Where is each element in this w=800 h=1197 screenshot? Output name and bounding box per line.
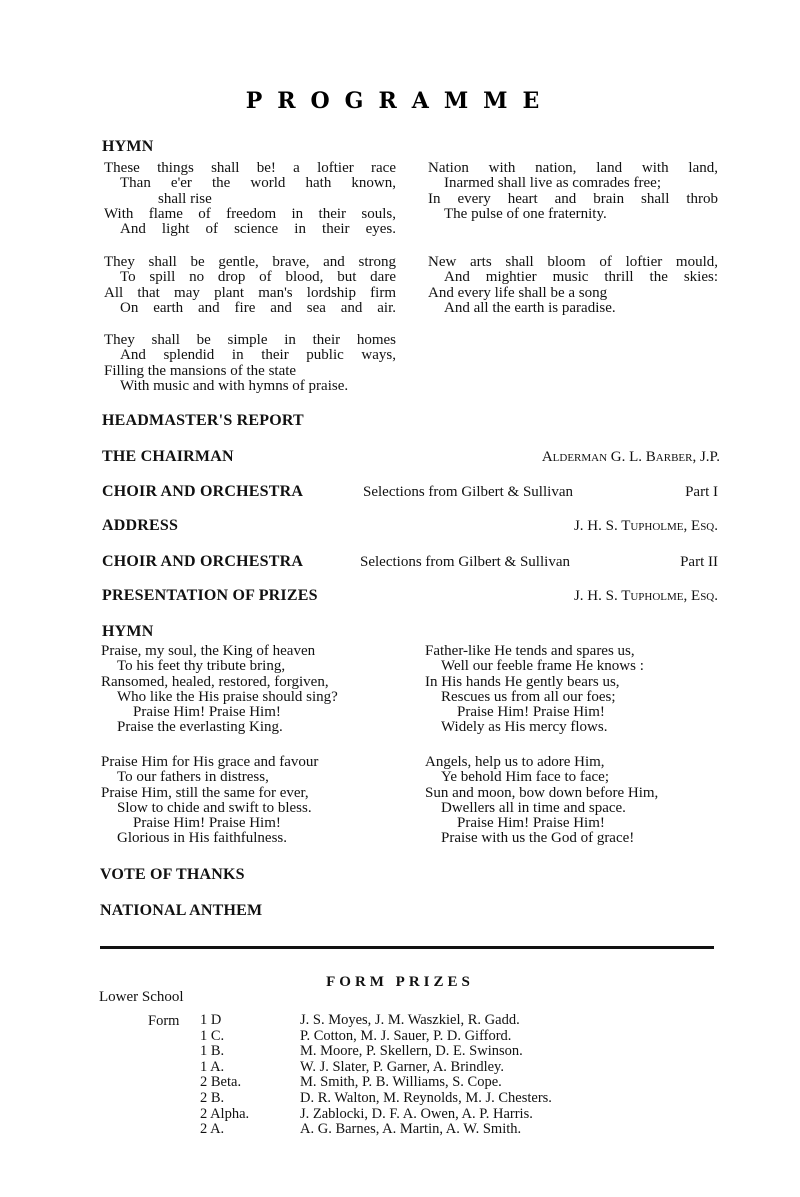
verse-line: Praise with us the God of grace! xyxy=(441,830,635,847)
prize-winners: D. R. Walton, M. Reynolds, M. J. Chesters. xyxy=(300,1089,552,1106)
verse-line: With flame of freedom in their souls, xyxy=(104,205,396,222)
verse-line: shall rise xyxy=(158,190,212,207)
prize-row xyxy=(200,1029,552,1045)
verse-line: Who like the His praise should sing? xyxy=(117,688,338,705)
verse-line: To his feet thy tribute bring, xyxy=(117,658,286,675)
verse-line: Praise Him, still the same for ever, xyxy=(101,784,309,801)
form-class: 1 A. xyxy=(200,1058,225,1075)
verse-line: Praise Him! Praise Him! xyxy=(133,815,281,832)
verse-line: Well our feeble frame He knows : xyxy=(441,658,644,675)
form-class: 2 Beta. xyxy=(200,1074,242,1091)
item-choir-orchestra-1-part: Part I xyxy=(685,484,718,500)
item-vote-of-thanks: VOTE OF THANKS xyxy=(100,866,245,883)
prize-winners: M. Smith, P. B. Williams, S. Cope. xyxy=(300,1074,502,1091)
form-class: 2 A. xyxy=(200,1121,225,1138)
verse-line: Filling the mansions of the state xyxy=(104,362,297,379)
verse-line: New arts shall bloom of loftier mould, xyxy=(428,254,718,270)
verse-line: These things shall be! a loftier race xyxy=(104,160,396,176)
verse-line: To our fathers in distress, xyxy=(117,769,269,786)
verse-line: And every life shall be a song xyxy=(428,284,608,301)
form-class: 1 B. xyxy=(200,1043,225,1060)
hymn2-left-verse-1 xyxy=(101,644,338,736)
divider-rule xyxy=(100,946,714,949)
item-address-person: J. H. S. Tupholme, Esq. xyxy=(573,518,718,534)
prize-row xyxy=(200,1060,552,1076)
hymn2-right-verse-2 xyxy=(425,755,658,847)
item-choir-orchestra-1: CHOIR AND ORCHESTRA xyxy=(102,483,304,500)
hymn1-right-verse-1 xyxy=(428,161,718,222)
form-prizes-heading: FORM PRIZES xyxy=(326,974,474,990)
form-label: Form xyxy=(148,1013,180,1029)
verse-line: To spill no drop of blood, but dare xyxy=(120,269,396,286)
item-choir-orchestra-1-selection: Selections from Gilbert & Sullivan xyxy=(363,484,573,500)
hymn1-right-verse-2 xyxy=(428,255,718,316)
verse-line: And all the earth is paradise. xyxy=(444,299,616,316)
prize-winners: A. G. Barnes, A. Martin, A. W. Smith. xyxy=(300,1121,522,1138)
item-choir-orchestra-2: CHOIR AND ORCHESTRA xyxy=(102,553,304,570)
item-choir-orchestra-2-part: Part II xyxy=(680,554,718,570)
verse-line: And splendid in their public ways, xyxy=(120,347,396,364)
verse-line: Praise, my soul, the King of heaven xyxy=(101,643,316,659)
item-chairman-person: Alderman G. L. Barber, J.P. xyxy=(541,449,720,465)
hymn1-left-verse-1 xyxy=(104,161,396,237)
form-class: 1 D xyxy=(200,1012,222,1028)
verse-line: And mightier music thrill the skies: xyxy=(444,269,718,286)
prize-row xyxy=(200,1013,552,1029)
lower-school-label: Lower School xyxy=(99,989,184,1005)
verse-line: In His hands He gently bears us, xyxy=(425,673,620,690)
verse-line: Glorious in His faithfulness. xyxy=(117,830,287,847)
prize-row xyxy=(200,1075,552,1091)
verse-line: Ye behold Him face to face; xyxy=(441,769,610,786)
verse-line: The pulse of one fraternity. xyxy=(444,205,607,222)
verse-line: In every heart and brain shall throb xyxy=(428,190,718,207)
verse-line: Praise Him! Praise Him! xyxy=(457,815,605,832)
verse-line: On earth and fire and sea and air. xyxy=(120,299,396,316)
item-headmasters-report: HEADMASTER'S REPORT xyxy=(102,412,304,429)
item-choir-orchestra-2-selection: Selections from Gilbert & Sullivan xyxy=(360,554,570,570)
item-national-anthem: NATIONAL ANTHEM xyxy=(100,902,263,919)
verse-line: They shall be simple in their homes xyxy=(104,332,396,348)
verse-line: Inarmed shall live as comrades free; xyxy=(444,175,661,192)
item-chairman: THE CHAIRMAN xyxy=(102,448,234,465)
item-address: ADDRESS xyxy=(102,517,179,534)
verse-line: Nation with nation, land with land, xyxy=(428,160,718,176)
verse-line: Sun and moon, bow down before Him, xyxy=(425,784,659,801)
prize-winners: W. J. Slater, P. Garner, A. Brindley. xyxy=(300,1058,504,1075)
prize-winners: P. Cotton, M. J. Sauer, P. D. Gifford. xyxy=(300,1027,512,1044)
verse-line: Praise Him! Praise Him! xyxy=(457,704,605,721)
form-prizes-list xyxy=(200,1013,552,1138)
prize-winners: J. S. Moyes, J. M. Waszkiel, R. Gadd. xyxy=(300,1012,520,1028)
verse-line: Ransomed, healed, restored, forgiven, xyxy=(101,673,329,690)
hymn2-heading: HYMN xyxy=(102,623,154,640)
prize-row xyxy=(200,1044,552,1060)
verse-line: Praise Him! Praise Him! xyxy=(133,704,281,721)
page-title: PROGRAMME xyxy=(245,88,555,114)
verse-line: Praise the everlasting King. xyxy=(117,719,283,736)
item-presentation-of-prizes: PRESENTATION OF PRIZES xyxy=(102,587,318,604)
verse-line: Angels, help us to adore Him, xyxy=(425,754,605,770)
prize-row xyxy=(200,1122,552,1138)
verse-line: With music and with hymns of praise. xyxy=(120,377,349,394)
verse-line: Praise Him for His grace and favour xyxy=(101,754,319,770)
verse-line: Than e'er the world hath known, xyxy=(120,175,396,192)
verse-line: Rescues us from all our foes; xyxy=(441,688,616,705)
verse-line: Dwellers all in time and space. xyxy=(441,799,626,816)
verse-line: All that may plant man's lordship firm xyxy=(104,284,396,301)
item-presentation-person: J. H. S. Tupholme, Esq. xyxy=(573,588,718,604)
verse-line: Slow to chide and swift to bless. xyxy=(117,799,312,816)
hymn2-left-verse-2 xyxy=(101,755,318,847)
hymn2-right-verse-1 xyxy=(425,644,644,736)
hymn1-left-verse-3 xyxy=(104,333,396,394)
prize-row xyxy=(200,1091,552,1107)
verse-line: Father-like He tends and spares us, xyxy=(425,643,635,659)
hymn1-left-verse-2 xyxy=(104,255,396,316)
prize-winners: M. Moore, P. Skellern, D. E. Swinson. xyxy=(300,1043,523,1060)
prize-row xyxy=(200,1107,552,1123)
verse-line: Widely as His mercy flows. xyxy=(441,719,608,736)
verse-line: And light of science in their eyes. xyxy=(120,221,396,238)
verse-line: They shall be gentle, brave, and strong xyxy=(104,254,396,270)
form-class: 2 Alpha. xyxy=(200,1105,250,1122)
prize-winners: J. Zablocki, D. F. A. Owen, A. P. Harris. xyxy=(300,1105,533,1122)
form-class: 1 C. xyxy=(200,1027,225,1044)
hymn1-heading: HYMN xyxy=(102,138,154,155)
form-class: 2 B. xyxy=(200,1089,225,1106)
